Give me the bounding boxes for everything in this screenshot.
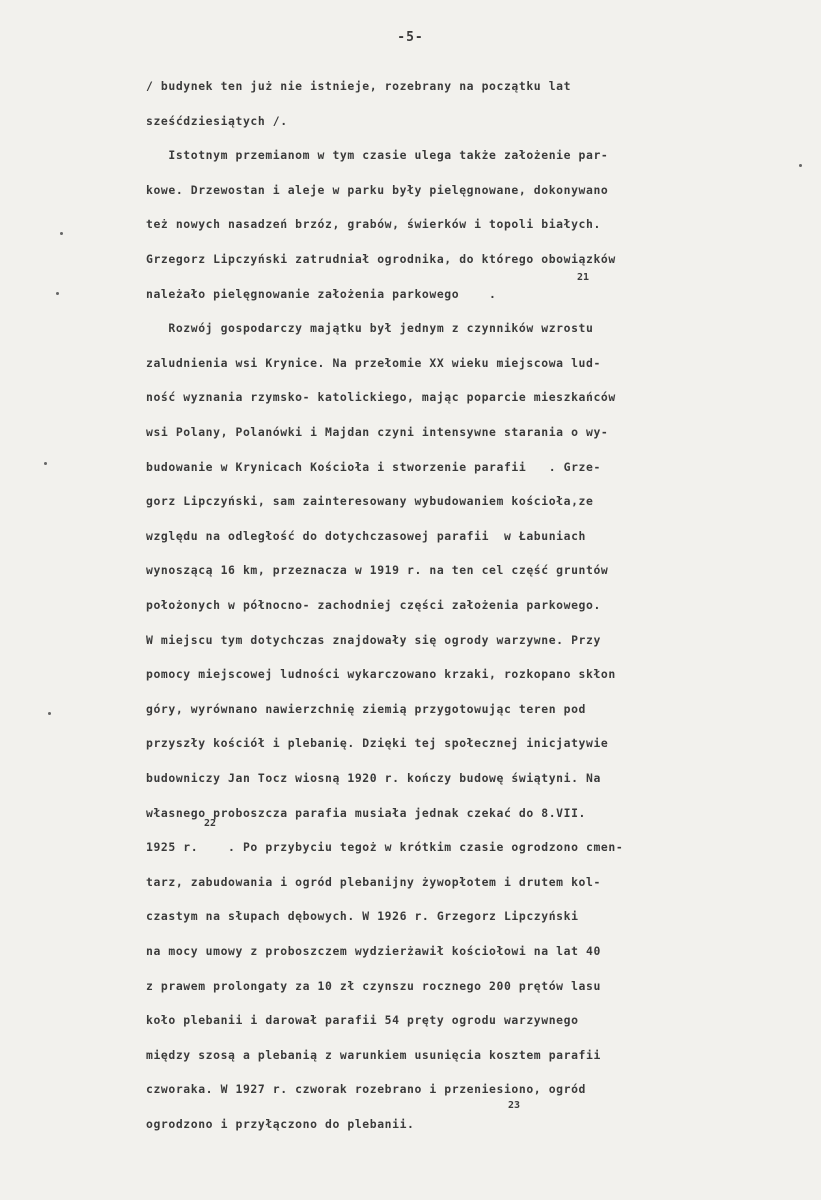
footnote-ref: 23 [508, 1100, 521, 1111]
text-line: zaludnienia wsi Krynice. Na przełomie XX wieku miejscowa lud- [146, 356, 601, 370]
text-line: pomocy miejscowej ludności wykarczowano krzaki, rozkopano skłon [146, 667, 616, 681]
text-line: ność wyznania rzymsko- katolickiego, mając poparcie mieszkańców [146, 390, 616, 404]
speck-mark [44, 462, 47, 465]
text-line: na mocy umowy z proboszczem wydzierżawił kościołowi na lat 40 [146, 944, 601, 958]
speck-mark [48, 712, 51, 715]
text-line: W miejscu tym dotychczas znajdowały się ogrody warzywne. Przy [146, 633, 601, 647]
text-line: gorz Lipczyński, sam zainteresowany wybudowaniem kościoła,ze [146, 494, 594, 508]
text-line: między szosą a plebanią z warunkiem usunięcia kosztem parafii [146, 1048, 601, 1062]
text-line: wynoszącą 16 km, przeznacza w 1919 r. na ten cel część gruntów [146, 563, 609, 577]
text-line: tarz, zabudowania i ogród plebanijny żywopłotem i drutem kol- [146, 875, 601, 889]
text-line: czworaka. W 1927 r. czworak rozebrano i przeniesiono, ogród [146, 1082, 587, 1096]
page-number: -5- [397, 30, 424, 45]
footnote-ref: 21 [577, 272, 590, 283]
speck-mark [799, 164, 802, 167]
footnote-ref: 22 [204, 818, 217, 829]
text-line: budowanie w Krynicach Kościoła i stworzenie parafii . Grze- [146, 460, 601, 474]
text-line: wsi Polany, Polanówki i Majdan czyni intensywne starania o wy- [146, 425, 609, 439]
text-line: ogrodzono i przyłączono do plebanii. [146, 1117, 415, 1131]
text-line: góry, wyrównano nawierzchnię ziemią przygotowując teren pod [146, 702, 587, 716]
text-line: położonych w północno- zachodniej części założenia parkowego. [146, 598, 601, 612]
speck-mark [60, 232, 63, 235]
text-line: własnego proboszcza parafia musiała jednak czekać do 8.VII. [146, 806, 587, 820]
text-line: przyszły kościół i plebanię. Dzięki tej społecznej inicjatywie [146, 736, 609, 750]
text-line: sześćdziesiątych /. [146, 114, 288, 128]
text-line: kowe. Drzewostan i aleje w parku były pielęgnowane, dokonywano [146, 183, 609, 197]
text-line: Rozwój gospodarczy majątku był jednym z czynników wzrostu [146, 321, 594, 335]
text-line: 1925 r. . Po przybyciu tegoż w krótkim czasie ogrodzono cmen- [146, 840, 624, 854]
text-line: koło plebanii i darował parafii 54 pręty ogrodu warzywnego [146, 1013, 579, 1027]
text-line: Grzegorz Lipczyński zatrudniał ogrodnika, do którego obowiązków [146, 252, 616, 266]
speck-mark [56, 292, 59, 295]
text-line: względu na odległość do dotychczasowej parafii w Łabuniach [146, 529, 587, 543]
text-line: czastym na słupach dębowych. W 1926 r. Grzegorz Lipczyński [146, 909, 579, 923]
text-line: Istotnym przemianom w tym czasie ulega także założenie par- [146, 148, 609, 162]
text-line: też nowych nasadzeń brzóz, grabów, świerków i topoli białych. [146, 217, 601, 231]
text-line: należało pielęgnowanie założenia parkowego . [146, 287, 497, 301]
text-line: z prawem prolongaty za 10 zł czynszu rocznego 200 prętów lasu [146, 979, 601, 993]
text-line: budowniczy Jan Tocz wiosną 1920 r. kończy budowę świątyni. Na [146, 771, 601, 785]
text-line: / budynek ten już nie istnieje, rozebrany na początku lat [146, 79, 572, 93]
